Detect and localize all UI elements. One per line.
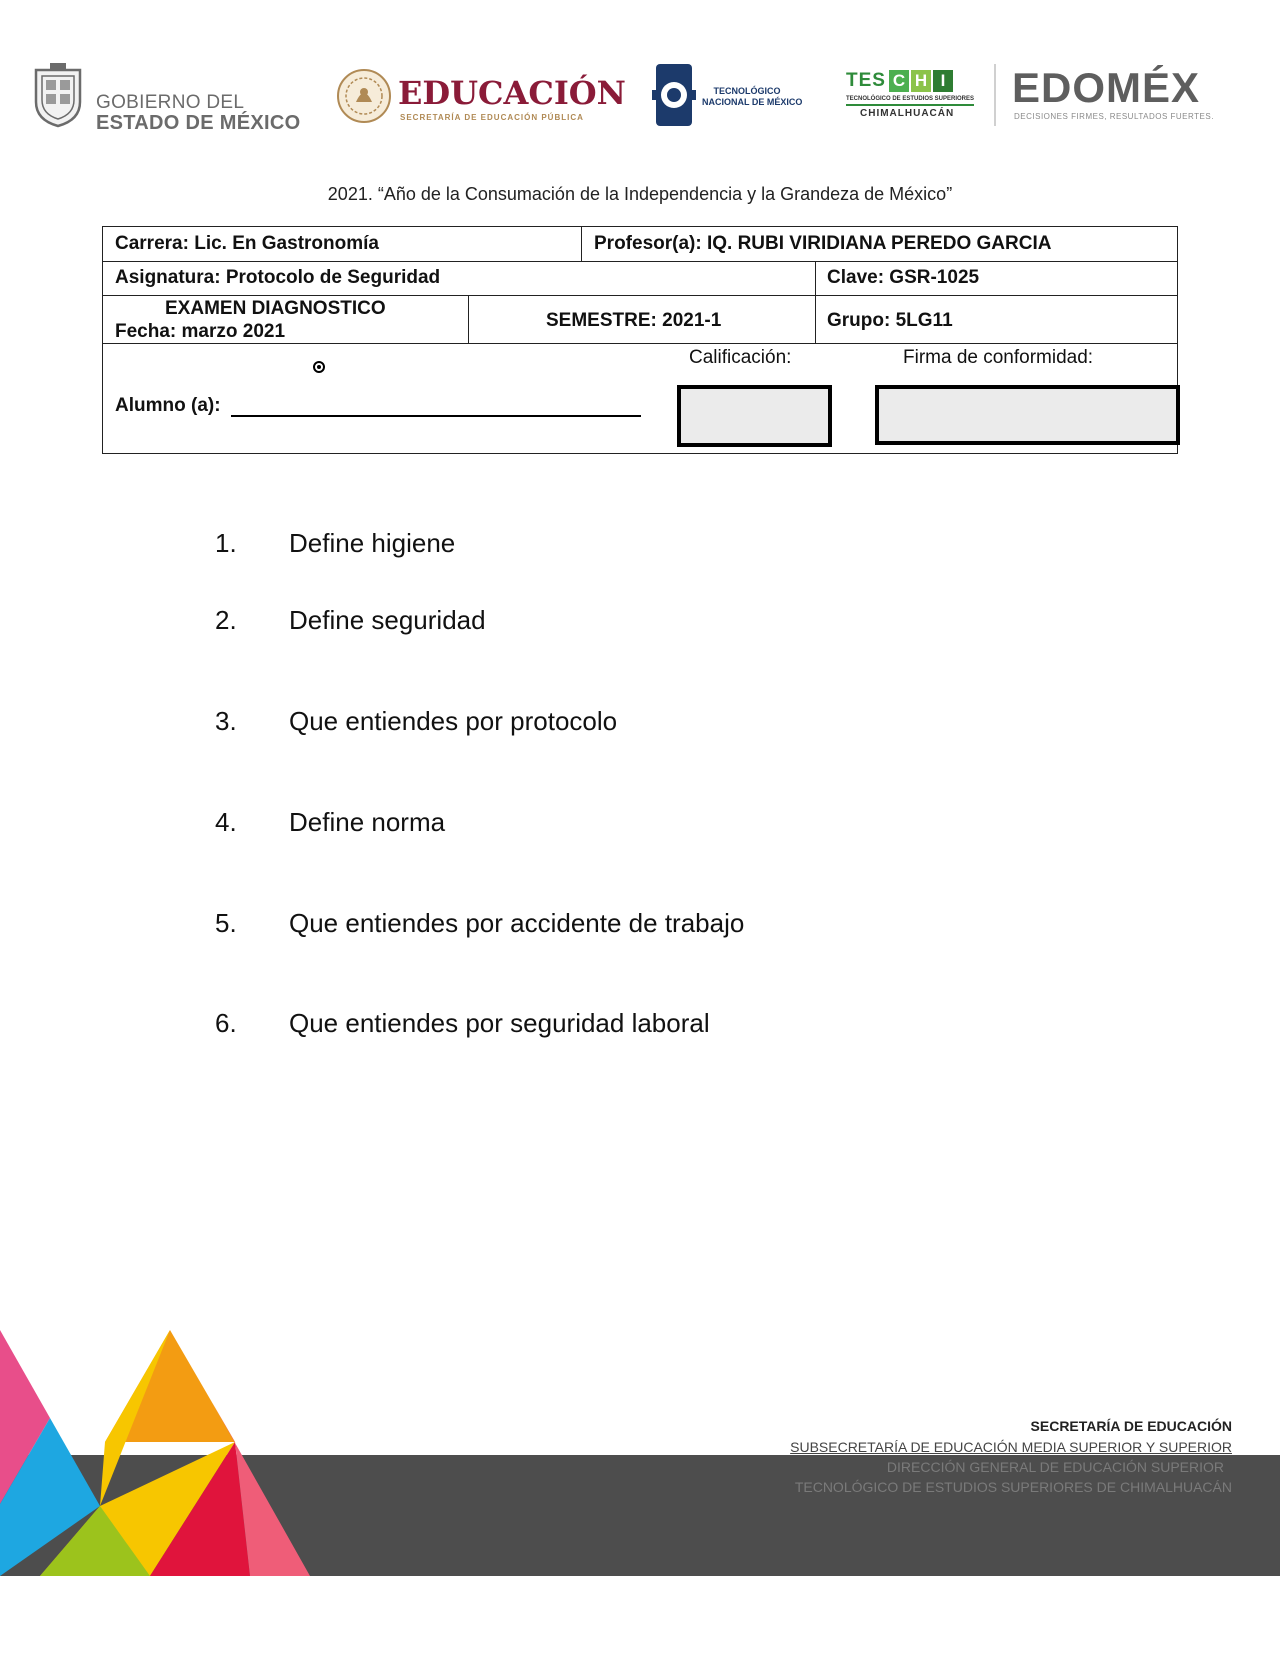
grupo-field: Grupo: 5LG11 xyxy=(827,310,953,331)
teschi-prefix: TES xyxy=(846,70,886,91)
question-number: 4. xyxy=(215,807,237,837)
carrera-field: Carrera: Lic. En Gastronomía xyxy=(115,233,379,254)
header-logos xyxy=(30,58,1250,138)
teschi-line3: CHIMALHUACÁN xyxy=(860,108,955,119)
question-text: Que entiendes por seguridad laboral xyxy=(289,1008,710,1038)
year-motto: 2021. “Año de la Consumación de la Independencia y la Grandeza de México” xyxy=(327,184,953,204)
calificacion-box[interactable] xyxy=(677,385,832,447)
question-text: Que entiendes por accidente de trabajo xyxy=(289,908,745,938)
asignatura-field: Asignatura: Protocolo de Seguridad xyxy=(115,267,441,288)
teschi-divider xyxy=(846,104,974,106)
table-rule xyxy=(103,343,1177,344)
clave-field: Clave: GSR-1025 xyxy=(827,267,980,288)
teschi-letter-h: H xyxy=(911,70,931,92)
firma-label: Firma de conformidad: xyxy=(903,347,1094,368)
gobierno-line1: GOBIERNO DEL xyxy=(96,92,245,113)
firma-box[interactable] xyxy=(875,385,1180,445)
table-rule xyxy=(103,261,1177,262)
question-number: 6. xyxy=(215,1008,237,1038)
footer-line2: SUBSECRETARÍA DE EDUCACIÓN MEDIA SUPERIOR Y SUPERIOR xyxy=(790,1439,1232,1455)
edomex-slogan: DECISIONES FIRMES, RESULTADOS FUERTES. xyxy=(1014,112,1214,121)
fecha-field: Fecha: marzo 2021 xyxy=(115,321,286,342)
teschi-letter-c: C xyxy=(889,70,909,92)
exam-info-table xyxy=(102,226,1178,454)
semestre-field: SEMESTRE: 2021-1 xyxy=(546,310,722,331)
question-number: 1. xyxy=(215,528,237,558)
alumno-name-line[interactable] xyxy=(231,415,641,417)
table-rule xyxy=(468,295,469,343)
question-text: Define norma xyxy=(289,807,446,837)
educacion-title: EDUCACIÓN xyxy=(398,74,626,112)
footer-line1: SECRETARÍA DE EDUCACIÓN xyxy=(1030,1418,1232,1434)
edomex-title: EDOMÉX xyxy=(1012,64,1201,111)
tecnm-line1: TECNOLÓGICO xyxy=(713,86,781,96)
marker-dot-icon xyxy=(313,361,325,373)
question-number: 5. xyxy=(215,908,237,938)
table-rule xyxy=(581,227,582,261)
question-number: 3. xyxy=(215,706,237,736)
alumno-label: Alumno (a): xyxy=(115,395,221,416)
question-text: Define seguridad xyxy=(289,605,486,635)
calificacion-label: Calificación: xyxy=(689,347,792,368)
gear-icon xyxy=(652,62,696,128)
question-number: 2. xyxy=(215,605,237,635)
national-seal-icon xyxy=(336,68,392,124)
footer-line3: DIRECCIÓN GENERAL DE EDUCACIÓN SUPERIOR xyxy=(886,1459,1224,1475)
logo-separator xyxy=(994,64,996,126)
gobierno-line2: ESTADO DE MÉXICO xyxy=(96,112,301,134)
question-text: Define higiene xyxy=(289,528,456,558)
question-text: Que entiendes por protocolo xyxy=(289,706,618,736)
table-rule xyxy=(815,261,816,343)
educacion-subtitle: SECRETARÍA DE EDUCACIÓN PÚBLICA xyxy=(400,113,584,122)
table-rule xyxy=(103,295,1177,296)
coat-of-arms-icon xyxy=(30,62,86,128)
profesor-field: Profesor(a): IQ. RUBI VIRIDIANA PEREDO GARCIA xyxy=(594,233,1052,254)
teschi-letter-i: I xyxy=(933,70,953,92)
tecnm-line2: NACIONAL DE MÉXICO xyxy=(702,97,803,107)
footer-line4: TECNOLÓGICO DE ESTUDIOS SUPERIORES DE CHIMALHUACÁN xyxy=(794,1479,1232,1495)
exam-title: EXAMEN DIAGNOSTICO xyxy=(165,298,386,319)
teschi-line2: TECNOLÓGICO DE ESTUDIOS SUPERIORES xyxy=(846,96,975,102)
footer-decoration xyxy=(0,1330,310,1576)
